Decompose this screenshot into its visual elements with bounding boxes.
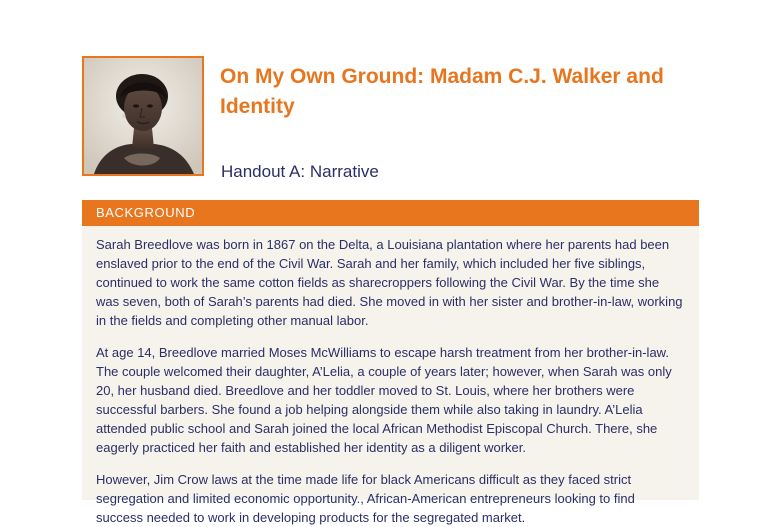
portrait-photo-icon (84, 58, 202, 174)
paragraph-1: Sarah Breedlove was born in 1867 on the Delta, a Louisiana plantation where her parents had been enslaved prior to the end of the Civil War. Sarah and her family, which included her five siblings, continued to work the same cotton fields as sharecroppers following the Civil War. By the time she was seven, both of Sarah’s parents had died. She moved in with her sister and brother-in-law, working in the fields and completing other manual labor. (96, 237, 683, 328)
paragraph-2: At age 14, Breedlove married Moses McWilliams to escape harsh treatment from her brother-in-law. The couple welcomed their daughter, A’Lelia, a couple of years later; however, when Sarah was only 20, her husband died. Breedlove and her toddler moved to St. Louis, where her brothers were successful barbers. She found a job helping alongside them while also taking in laundry. A’Lelia attended public school and Sarah joined the local African Methodist Episcopal Church. There, she eagerly practiced her faith and established her identity as a diligent worker. (96, 345, 672, 455)
section-header-bar (82, 200, 699, 226)
body-panel (82, 226, 699, 525)
paragraph-3: However, Jim Crow laws at the time made life for black Americans difficult as they faced strict segregation and limited economic opportunity., African-American entrepreneurs looking to find success needed to work in developing products for the segregated market. (96, 472, 635, 525)
handout-subtitle: Handout A: Narrative (221, 162, 379, 181)
page-title: On My Own Ground: Madam C.J. Walker and Identity (220, 65, 664, 118)
section-label: BACKGROUND (96, 205, 196, 220)
portrait-photo (82, 56, 204, 176)
